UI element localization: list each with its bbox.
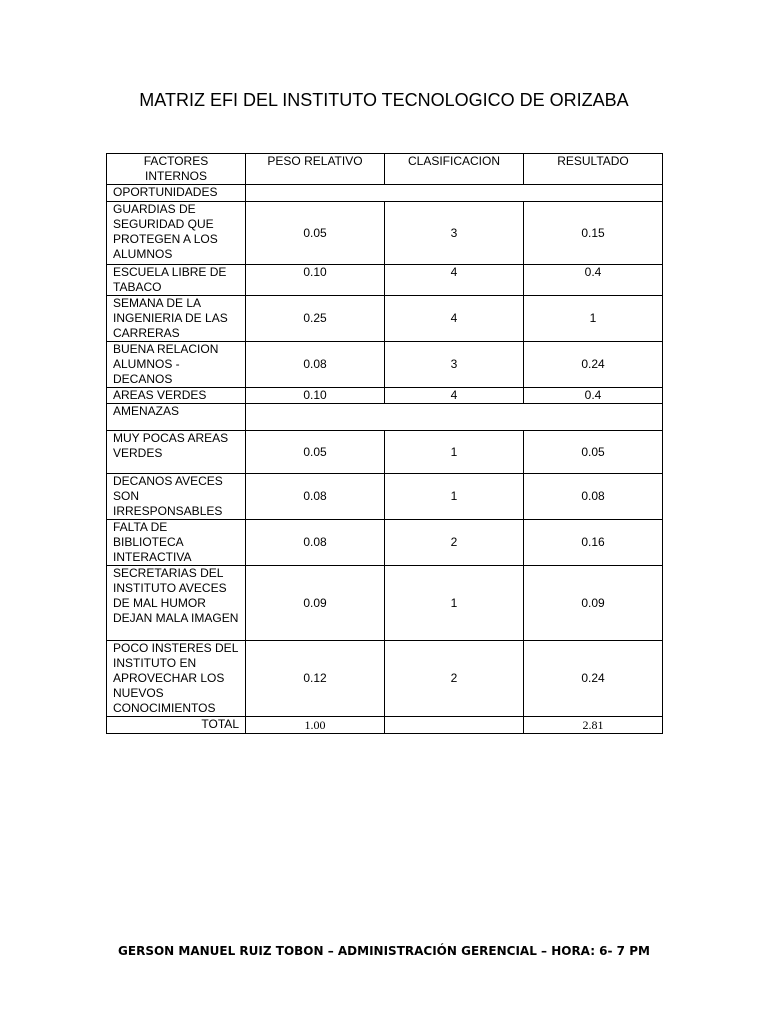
total-peso: 1.00: [246, 717, 385, 734]
peso-cell: 0.08: [246, 520, 385, 566]
factor-cell: SEMANA DE LA INGENIERIA DE LAS CARRERAS: [107, 296, 246, 342]
factor-cell: DECANOS AVECES SON IRRESPONSABLES: [107, 474, 246, 520]
clasificacion-cell: 2: [385, 520, 524, 566]
efi-matrix-table: [106, 153, 663, 734]
section-row-amenazas: [107, 404, 663, 431]
peso-cell: 0.25: [246, 296, 385, 342]
factor-cell: FALTA DE BIBLIOTECA INTERACTIVA: [107, 520, 246, 566]
resultado-cell: 0.08: [524, 474, 663, 520]
factor-cell: BUENA RELACION ALUMNOS - DECANOS: [107, 342, 246, 388]
table-row: [107, 265, 663, 296]
clasificacion-cell: 3: [385, 202, 524, 265]
factor-cell: ESCUELA LIBRE DE TABACO: [107, 265, 246, 296]
total-resultado: 2.81: [524, 717, 663, 734]
section-empty-cell: [246, 404, 663, 431]
peso-cell: 0.10: [246, 388, 385, 404]
document-title: MATRIZ EFI DEL INSTITUTO TECNOLOGICO DE ORIZABA: [139, 90, 629, 110]
table-row: [107, 296, 663, 342]
resultado-cell: 0.15: [524, 202, 663, 265]
clasificacion-cell: 4: [385, 296, 524, 342]
peso-cell: 0.12: [246, 641, 385, 717]
total-label: TOTAL: [107, 717, 246, 734]
total-clasificacion-empty: [385, 717, 524, 734]
table-row: [107, 641, 663, 717]
resultado-cell: 0.16: [524, 520, 663, 566]
factor-cell: SECRETARIAS DEL INSTITUTO AVECES DE MAL HUMOR DEJAN MALA IMAGEN: [107, 566, 246, 641]
resultado-cell: 0.05: [524, 431, 663, 474]
peso-cell: 0.05: [246, 202, 385, 265]
table-row: [107, 566, 663, 641]
clasificacion-cell: 3: [385, 342, 524, 388]
clasificacion-cell: 1: [385, 566, 524, 641]
peso-cell: 0.05: [246, 431, 385, 474]
table-row: [107, 520, 663, 566]
clasificacion-cell: 4: [385, 265, 524, 296]
peso-cell: 0.09: [246, 566, 385, 641]
section-empty-cell: [246, 185, 663, 202]
resultado-cell: 1: [524, 296, 663, 342]
resultado-cell: 0.09: [524, 566, 663, 641]
resultado-cell: 0.4: [524, 265, 663, 296]
header-row: [107, 154, 663, 185]
header-factores: FACTORES INTERNOS: [107, 154, 246, 185]
peso-cell: 0.08: [246, 342, 385, 388]
table-row: [107, 431, 663, 474]
header-resultado: RESULTADO: [524, 154, 663, 185]
peso-cell: 0.10: [246, 265, 385, 296]
total-row: [107, 717, 663, 734]
table-row: [107, 474, 663, 520]
factor-cell: MUY POCAS AREAS VERDES: [107, 431, 246, 474]
factor-cell: POCO INSTERES DEL INSTITUTO EN APROVECHAR LOS NUEVOS CONOCIMIENTOS: [107, 641, 246, 717]
resultado-cell: 0.4: [524, 388, 663, 404]
table-row: [107, 202, 663, 265]
clasificacion-cell: 1: [385, 474, 524, 520]
clasificacion-cell: 1: [385, 431, 524, 474]
footer-author-line: GERSON MANUEL RUIZ TOBON – ADMINISTRACIÓN GERENCIAL – HORA: 6- 7 PM: [118, 944, 650, 958]
section-label-oportunidades: OPORTUNIDADES: [107, 185, 246, 202]
resultado-cell: 0.24: [524, 342, 663, 388]
resultado-cell: 0.24: [524, 641, 663, 717]
clasificacion-cell: 4: [385, 388, 524, 404]
header-clasificacion: CLASIFICACION: [385, 154, 524, 185]
table-row: [107, 388, 663, 404]
table-row: [107, 342, 663, 388]
factor-cell: GUARDIAS DE SEGURIDAD QUE PROTEGEN A LOS ALUMNOS: [107, 202, 246, 265]
clasificacion-cell: 2: [385, 641, 524, 717]
peso-cell: 0.08: [246, 474, 385, 520]
section-label-amenazas: AMENAZAS: [107, 404, 246, 431]
factor-cell: AREAS VERDES: [107, 388, 246, 404]
section-row-oportunidades: [107, 185, 663, 202]
header-peso: PESO RELATIVO: [246, 154, 385, 185]
